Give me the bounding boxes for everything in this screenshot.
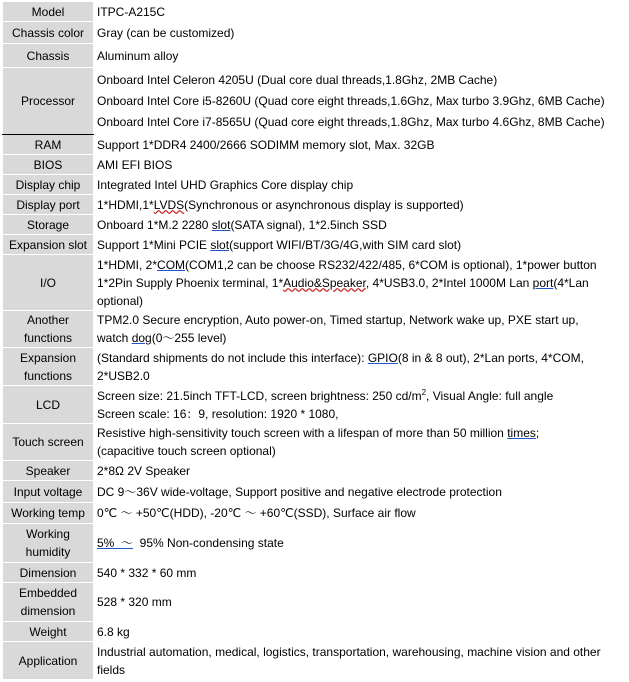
spec-row-chassis-color [3, 22, 626, 44]
spec-row-processor [3, 68, 626, 135]
spec-row-embedded-dimension [3, 583, 626, 622]
value-line [97, 329, 622, 347]
spec-key: Touch screen [3, 424, 94, 461]
value-line: (capacitive touch screen optional) [97, 444, 276, 458]
spec-row-expansion-functions [3, 348, 626, 386]
value-text: (COM1,2 can be choose RS232/422/485, 6*COM is optional), 1*power button [185, 257, 597, 272]
spec-row-io [3, 255, 626, 311]
value-text: (Synchronous or asynchronous display is supported) [184, 197, 464, 212]
value-text: Support 1*Mini PCIE [97, 237, 211, 252]
value-text: (support WIFI/BT/3G/4G,with SIM card slot) [229, 237, 462, 252]
spec-row-input-voltage [3, 481, 626, 503]
spec-value: 528 * 320 mm [94, 583, 626, 622]
value-text: (Standard shipments do not include this interface): [97, 350, 368, 365]
superscript: 2 [421, 387, 427, 397]
spec-key: BIOS [3, 155, 94, 175]
key-line: Working [26, 527, 70, 541]
key-line: Another [26, 313, 70, 327]
spec-key: Weight [3, 622, 94, 642]
value-line [97, 387, 622, 405]
spec-row-weight [3, 622, 626, 642]
spec-value [94, 235, 626, 255]
spec-value: Support 1*DDR4 2400/2666 SODIMM memory slot, Max. 32GB [94, 135, 626, 155]
spec-row-bios [3, 155, 626, 175]
spec-row-model [3, 2, 626, 22]
key-line: Embedded [18, 586, 78, 600]
spec-row-expansion-slot [3, 235, 626, 255]
spec-row-touch-screen [3, 424, 626, 461]
processor-option: Onboard Intel Celeron 4205U (Dual core dual threads,1.8Ghz, 2MB Cache) [97, 72, 498, 87]
value-line: TPM2.0 Secure encryption, Auto power-on, Timed startup, Network wake up, PXE start up, [97, 313, 579, 327]
value-text: port [532, 275, 554, 290]
spec-key [3, 311, 94, 348]
spec-key: LCD [3, 386, 94, 424]
spec-value: AMI EFI BIOS [94, 155, 626, 175]
value-text: dog [131, 331, 152, 345]
spec-value [94, 68, 626, 135]
spec-row-display-chip [3, 175, 626, 195]
value-text: 95% Non-condensing state [133, 536, 284, 550]
spec-value [94, 386, 626, 424]
spec-value: 0℃ ～ +50℃(HDD), -20℃ ～ +60℃(SSD), Surface air flow [94, 503, 626, 524]
value-line: Screen scale: 16：9, resolution: 1920 * 1080, [97, 406, 339, 421]
value-text: , Visual Angle: full angle [426, 388, 554, 403]
value-text: Resistive high-sensitivity touch screen with a lifespan of more than 50 million [97, 426, 508, 440]
spec-value: 6.8 kg [94, 622, 626, 642]
value-text: , 4*USB3.0, 2*Intel 1000M Lan [365, 275, 533, 290]
spec-key: Processor [3, 68, 94, 135]
value-text: 1*HDMI, 2* [97, 257, 158, 272]
value-line [97, 256, 622, 274]
spec-key: Input voltage [3, 481, 94, 503]
processor-option: Onboard Intel Core i5-8260U (Quad core eight threads,1.6Ghz, Max turbo 3.9Ghz, 6MB Cache) [97, 93, 605, 108]
spec-key: Speaker [3, 461, 94, 481]
spec-value [94, 424, 626, 461]
spec-value: Aluminum alloy [94, 44, 626, 68]
spec-value: 540 * 332 * 60 mm [94, 563, 626, 583]
value-line: Industrial automation, medical, logistics, transportation, warehousing, machine vision and other [97, 644, 601, 659]
value-text: (0～255 level) [151, 331, 227, 345]
spec-value [94, 195, 626, 215]
value-text: Screen size: 21.5inch TFT-LCD, screen brightness: 250 cd/m [97, 388, 422, 403]
value-line: 2*USB2.0 [97, 368, 150, 383]
spec-key: Chassis color [3, 22, 94, 44]
spec-key [3, 524, 94, 563]
value-text: watch [97, 331, 132, 345]
spec-value: DC 9～36V wide-voltage, Support positive and negative electrode protection [94, 481, 626, 503]
spec-value [94, 255, 626, 311]
value-text: (8 in & 8 out), 2*Lan ports, 4*COM, [397, 350, 584, 365]
key-line: functions [23, 331, 73, 345]
key-line: Expansion [19, 350, 77, 365]
value-text: 1*2Pin Supply Phoenix terminal, 1* [97, 275, 284, 290]
value-text: 1*HDMI,1* [97, 197, 154, 212]
value-text: COM [157, 257, 186, 272]
value-text: times; [507, 426, 540, 440]
spec-table [2, 1, 626, 680]
spec-key: Display port [3, 195, 94, 215]
value-text: slot [210, 237, 230, 252]
value-line [97, 349, 622, 367]
value-text: Onboard 1*M.2 2280 [97, 217, 212, 232]
processor-option: Onboard Intel Core i7-8565U (Quad core eight threads,1.8Ghz, Max turbo 4.6Ghz, 8MB Cache) [97, 114, 605, 129]
spec-row-ram [3, 135, 626, 155]
spec-value [94, 348, 626, 386]
spec-key: Display chip [3, 175, 94, 195]
key-line: functions [23, 368, 73, 383]
spec-row-another-functions [3, 311, 626, 348]
spec-row-display-port [3, 195, 626, 215]
spec-row-lcd [3, 386, 626, 424]
spec-row-working-humidity [3, 524, 626, 563]
spec-value [94, 642, 626, 680]
value-text: Audio&Speaker [283, 275, 366, 290]
spec-row-working-temp [3, 503, 626, 524]
spec-key [3, 348, 94, 386]
spec-key: Expansion slot [3, 235, 94, 255]
spec-value [94, 311, 626, 348]
spec-value: 2*8Ω 2V Speaker [94, 461, 626, 481]
value-text: slot [211, 217, 231, 232]
value-line [97, 274, 622, 292]
value-text: (4*Lan [553, 275, 589, 290]
key-line: humidity [25, 545, 71, 559]
spec-value [94, 215, 626, 235]
spec-key: Application [3, 642, 94, 680]
value-text: LVDS [153, 197, 185, 212]
spec-row-application [3, 642, 626, 680]
spec-key: Dimension [3, 563, 94, 583]
spec-value: ITPC-A215C [94, 2, 626, 22]
spec-key: Storage [3, 215, 94, 235]
spec-key: RAM [3, 135, 94, 155]
spec-value: Gray (can be customized) [94, 22, 626, 44]
spec-value [94, 524, 626, 563]
key-line: dimension [20, 604, 76, 618]
spec-row-storage [3, 215, 626, 235]
spec-key: Model [3, 2, 94, 22]
value-line: fields [97, 662, 126, 677]
spec-key: I/O [3, 255, 94, 311]
value-text: (SATA signal), 1*2.5inch SSD [230, 217, 387, 232]
value-text: 5% ～ [97, 536, 134, 550]
value-text: GPIO [367, 350, 398, 365]
spec-value: Integrated Intel UHD Graphics Core display chip [94, 175, 626, 195]
spec-row-speaker [3, 461, 626, 481]
spec-row-chassis [3, 44, 626, 68]
value-line: optional) [97, 293, 144, 308]
spec-key: Chassis [3, 44, 94, 68]
value-line [97, 424, 622, 442]
spec-key [3, 583, 94, 622]
spec-key: Working temp [3, 503, 94, 524]
spec-row-dimension [3, 563, 626, 583]
